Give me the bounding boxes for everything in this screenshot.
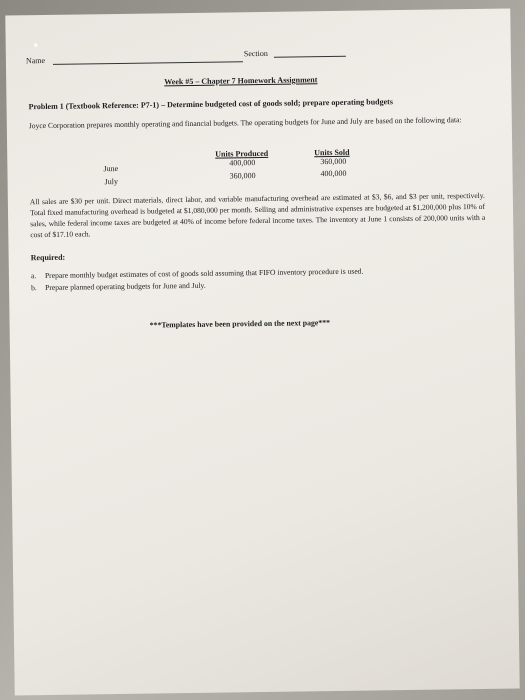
section-field-line [274,56,346,58]
intro-paragraph: Joyce Corporation prepares monthly operating and financial budgets. The operating budgets for June and July are based on the following data: [28,115,462,131]
required-item-marker: b. [31,283,37,293]
table-cell-sold: 400,000 [320,168,347,179]
table-cell-sold: 360,000 [320,156,347,167]
week-title: Week #5 – Chapter 7 Homework Assignment [164,75,318,87]
table-row-month: June [103,163,119,174]
problem-title: Problem 1 (Textbook Reference: P7-1) – Determine budgeted cost of goods sold; prepare operating budgets [28,97,394,112]
table-cell-produced: 400,000 [229,158,256,168]
units-produced-header: Units Produced [215,148,269,159]
templates-note: ***Templates have been provided on the next page*** [149,318,331,330]
worksheet-page [5,9,519,696]
details-paragraph: All sales are $30 per unit. Direct materials, direct labor, and variable manufacturing overhead are estimated at $3, $6, and $3 per unit, respectively. Total fixed manufacturing overhead is budgeted at $1,080,000 per month. Selling and administrative expenses are budgeted at $1,200,000 plus 10% of sales, while federal income taxes are budgeted at 40% of income before federal income taxes. The inventory at June 1 consists of 200,000 units with a cost of $17.10 each. [29,190,486,240]
name-field-line [53,61,243,65]
section-label: Section [243,48,268,59]
required-item-text: Prepare planned operating budgets for June and July. [45,280,206,293]
table-row-month: July [104,177,119,187]
units-sold-header: Units Sold [314,147,350,158]
required-label: Required: [30,252,66,263]
required-item-text: Prepare monthly budget estimates of cost of goods sold assuming that FIFO inventory procedure is used. [44,266,364,281]
table-cell-produced: 360,000 [229,171,256,181]
required-item-marker: a. [30,271,37,281]
paper-glare [34,43,38,47]
name-label: Name [25,56,46,66]
